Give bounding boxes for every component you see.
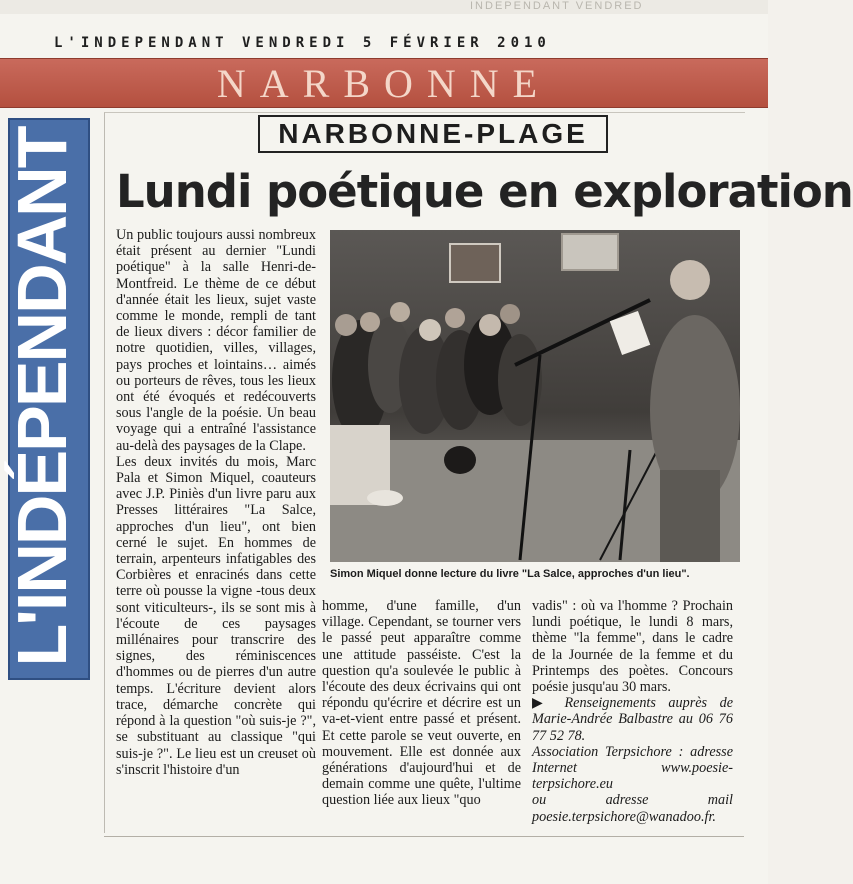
- info-contact-text: Renseignements auprès de Marie-Andrée Balbastre au 06 76 77 52 78.: [532, 695, 733, 744]
- event-photo: [330, 230, 740, 562]
- section-title: NARBONNE: [216, 61, 552, 106]
- article-column-2: [322, 598, 521, 809]
- edge-bleed-text: INDEPENDANT VENDRED: [470, 0, 644, 12]
- article-column-1: [116, 227, 316, 778]
- paragraph-debate: homme, d'une famille, d'un village. Cependant, se tourner vers le passé peut apparaître comme une attitude passéiste. C'est la question qu'a soulevée le public à l'écoute des deux écrivains qui ont répondu qu'écrire et décrire est un va-et-vient entre passé et présent. Et cette parole se veut ouverte, en mouvement. Elle est donnée aux générations d'aujourd'hui et de demain comme une quête, l'ultime question liée aux lieux "quo: [322, 598, 521, 809]
- paragraph-intro: Un public toujours aussi nombreux était présent au dernier "Lundi poétique" à la salle Henri-de-Montfreid. Le thème de ce début d'année était les lieux, sujet vaste comme le monde, rempli de tant de lieux divers : décor familier de notre quotidien, villes, villages, pays proches et lointains… aimés ou porteurs de rêves, tous les lieux ont été évoqués et redécouverts sous l'angle de la poésie. Un beau voyage qui a entraîné l'assistance au-delà des paysages de la Clape.: [116, 227, 316, 454]
- photo-caption: Simon Miquel donne lecture du livre "La Salce, approches d'un lieu".: [330, 568, 690, 580]
- newspaper-logo-text: L'INDÉPENDANT: [3, 127, 81, 667]
- running-head: L'INDEPENDANT VENDREDI 5 FÉVRIER 2010: [54, 35, 551, 51]
- article-column-3: [532, 598, 733, 825]
- paragraph-guests: Les deux invités du mois, Marc Pala et Simon Miquel, coauteurs avec J.P. Piniès d'un livre paru aux Presses littéraires "La Salce, approches d'un lieu", ont bien cerné le sujet. En hommes de terrain, arpenteurs infatigables des Corbières et enracinés dans cette terre où pousse la vigne -tous deux sont viticulteurs-, ils se sont mis à l'écoute de ces paysages millénaires pour transcrire des signes, des réminiscences d'hommes ou de pierres d'un autre temps. L'écriture devient alors trace, démarche concrète qui répond à la question "où suis-je ?", se substituant au classique "qui suis-je ?". Le lieu est un creuset où s'inscrit l'histoire d'un: [116, 453, 316, 778]
- article-kicker: NARBONNE-PLAGE: [258, 115, 608, 153]
- info-website: Association Terpsichore : adresse Internet www.poesie-terpsichore.eu: [532, 743, 733, 793]
- info-contact: [532, 695, 733, 744]
- photo-illustration: [330, 230, 740, 562]
- arrow-icon: ▶: [532, 695, 552, 712]
- paragraph-next-event: vadis" : où va l'homme ? Prochain lundi poétique, le lundi 8 mars, thème "la femme", dans le cadre de la Journée de la femme et du Printemps des poètes. Concours poésie jusqu'au 30 mars.: [532, 598, 733, 696]
- info-email: ou adresse mail poesie.terpsichore@wanadoo.fr.: [532, 792, 733, 825]
- torn-edge-strip: [0, 0, 768, 14]
- bottom-rule: [104, 836, 744, 837]
- article-headline: Lundi poétique en exploration: [116, 165, 853, 218]
